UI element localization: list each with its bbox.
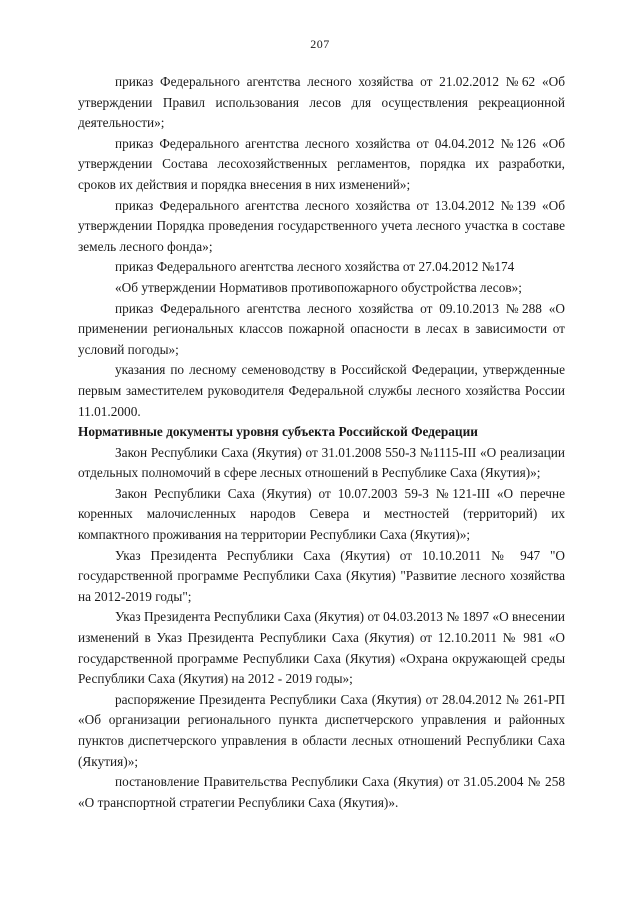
regional-doc-6: постановление Правительства Республики Саха (Якутия) от 31.05.2004 № 258 «О транспортной стратегии Республики Саха (Якутия)». <box>78 774 565 810</box>
regional-doc-1: Закон Республики Саха (Якутия) от 31.01.2008 550-З №1115-III «О реализации отдельных полномочий в сфере лесных отношений в Республике Саха (Якутия)»; <box>78 444 565 481</box>
federal-doc-1: приказ Федерального агентства лесного хозяйства от 21.02.2012 №62 «Об утверждении Правил использования лесов для осуществления рекреационной деятельности»; <box>78 74 565 131</box>
federal-doc-6: приказ Федерального агентства лесного хозяйства от 09.10.2013 №288 «О применении региональных классов пожарной опасности в лесах в зависимости от условий погоды»; <box>78 300 565 357</box>
federal-doc-5: «Об утверждении Нормативов противопожарного обустройства лесов»; <box>115 279 522 295</box>
regional-doc-5: распоряжение Президента Республики Саха (Якутия) от 28.04.2012 № 261-РП «Об организации регионального пункта диспетчерского управления и районных пунктов диспетчерского управления в области лесных отношений Республики Саха (Якутия)»; <box>78 691 565 769</box>
section-title: Нормативные документы уровня субъекта Российской Федерации <box>78 424 478 440</box>
federal-doc-2: приказ Федерального агентства лесного хозяйства от 04.04.2012 №126 «Об утверждении Состава лесохозяйственных регламентов, порядка их разработки, сроков их действия и порядка внесения в них изменений»; <box>78 135 565 192</box>
document-body <box>78 72 565 813</box>
page-number: 207 <box>310 37 330 51</box>
federal-doc-7: указания по лесному семеноводству в Российской Федерации, утвержденные первым заместителем руководителя Федеральной службы лесного хозяйства России 11.01.2000. <box>78 362 565 419</box>
federal-doc-3: приказ Федерального агентства лесного хозяйства от 13.04.2012 №139 «Об утверждении Порядка проведения государственного учета лесного участка в составе земель лесного фонда»; <box>78 197 565 254</box>
federal-doc-4: приказ Федерального агентства лесного хозяйства от 27.04.2012 №174 <box>115 259 515 275</box>
regional-doc-2: Закон Республики Саха (Якутия) от 10.07.2003 59-З №121-III «О перечне коренных малочисленных народов Севера и местностей (территорий) их компактного проживания на территории Республики Саха (Якутия)»; <box>78 485 565 543</box>
regional-doc-3: Указ Президента Республики Саха (Якутия) от 10.10.2011 № 947 "О государственной программе Республики Саха (Якутия) "Развитие лесного хозяйства на 2012-2019 годы"; <box>78 547 565 604</box>
regional-doc-4: Указ Президента Республики Саха (Якутия) от 04.03.2013 № 1897 «О внесении изменений в Указ Президента Республики Саха (Якутия) от 12.10.2011 № 981 «О государственной программе Республики Саха (Якутия) «Охрана окружающей среды Республики Саха (Якутия) на 2012 - 2019 годы»; <box>78 609 565 687</box>
